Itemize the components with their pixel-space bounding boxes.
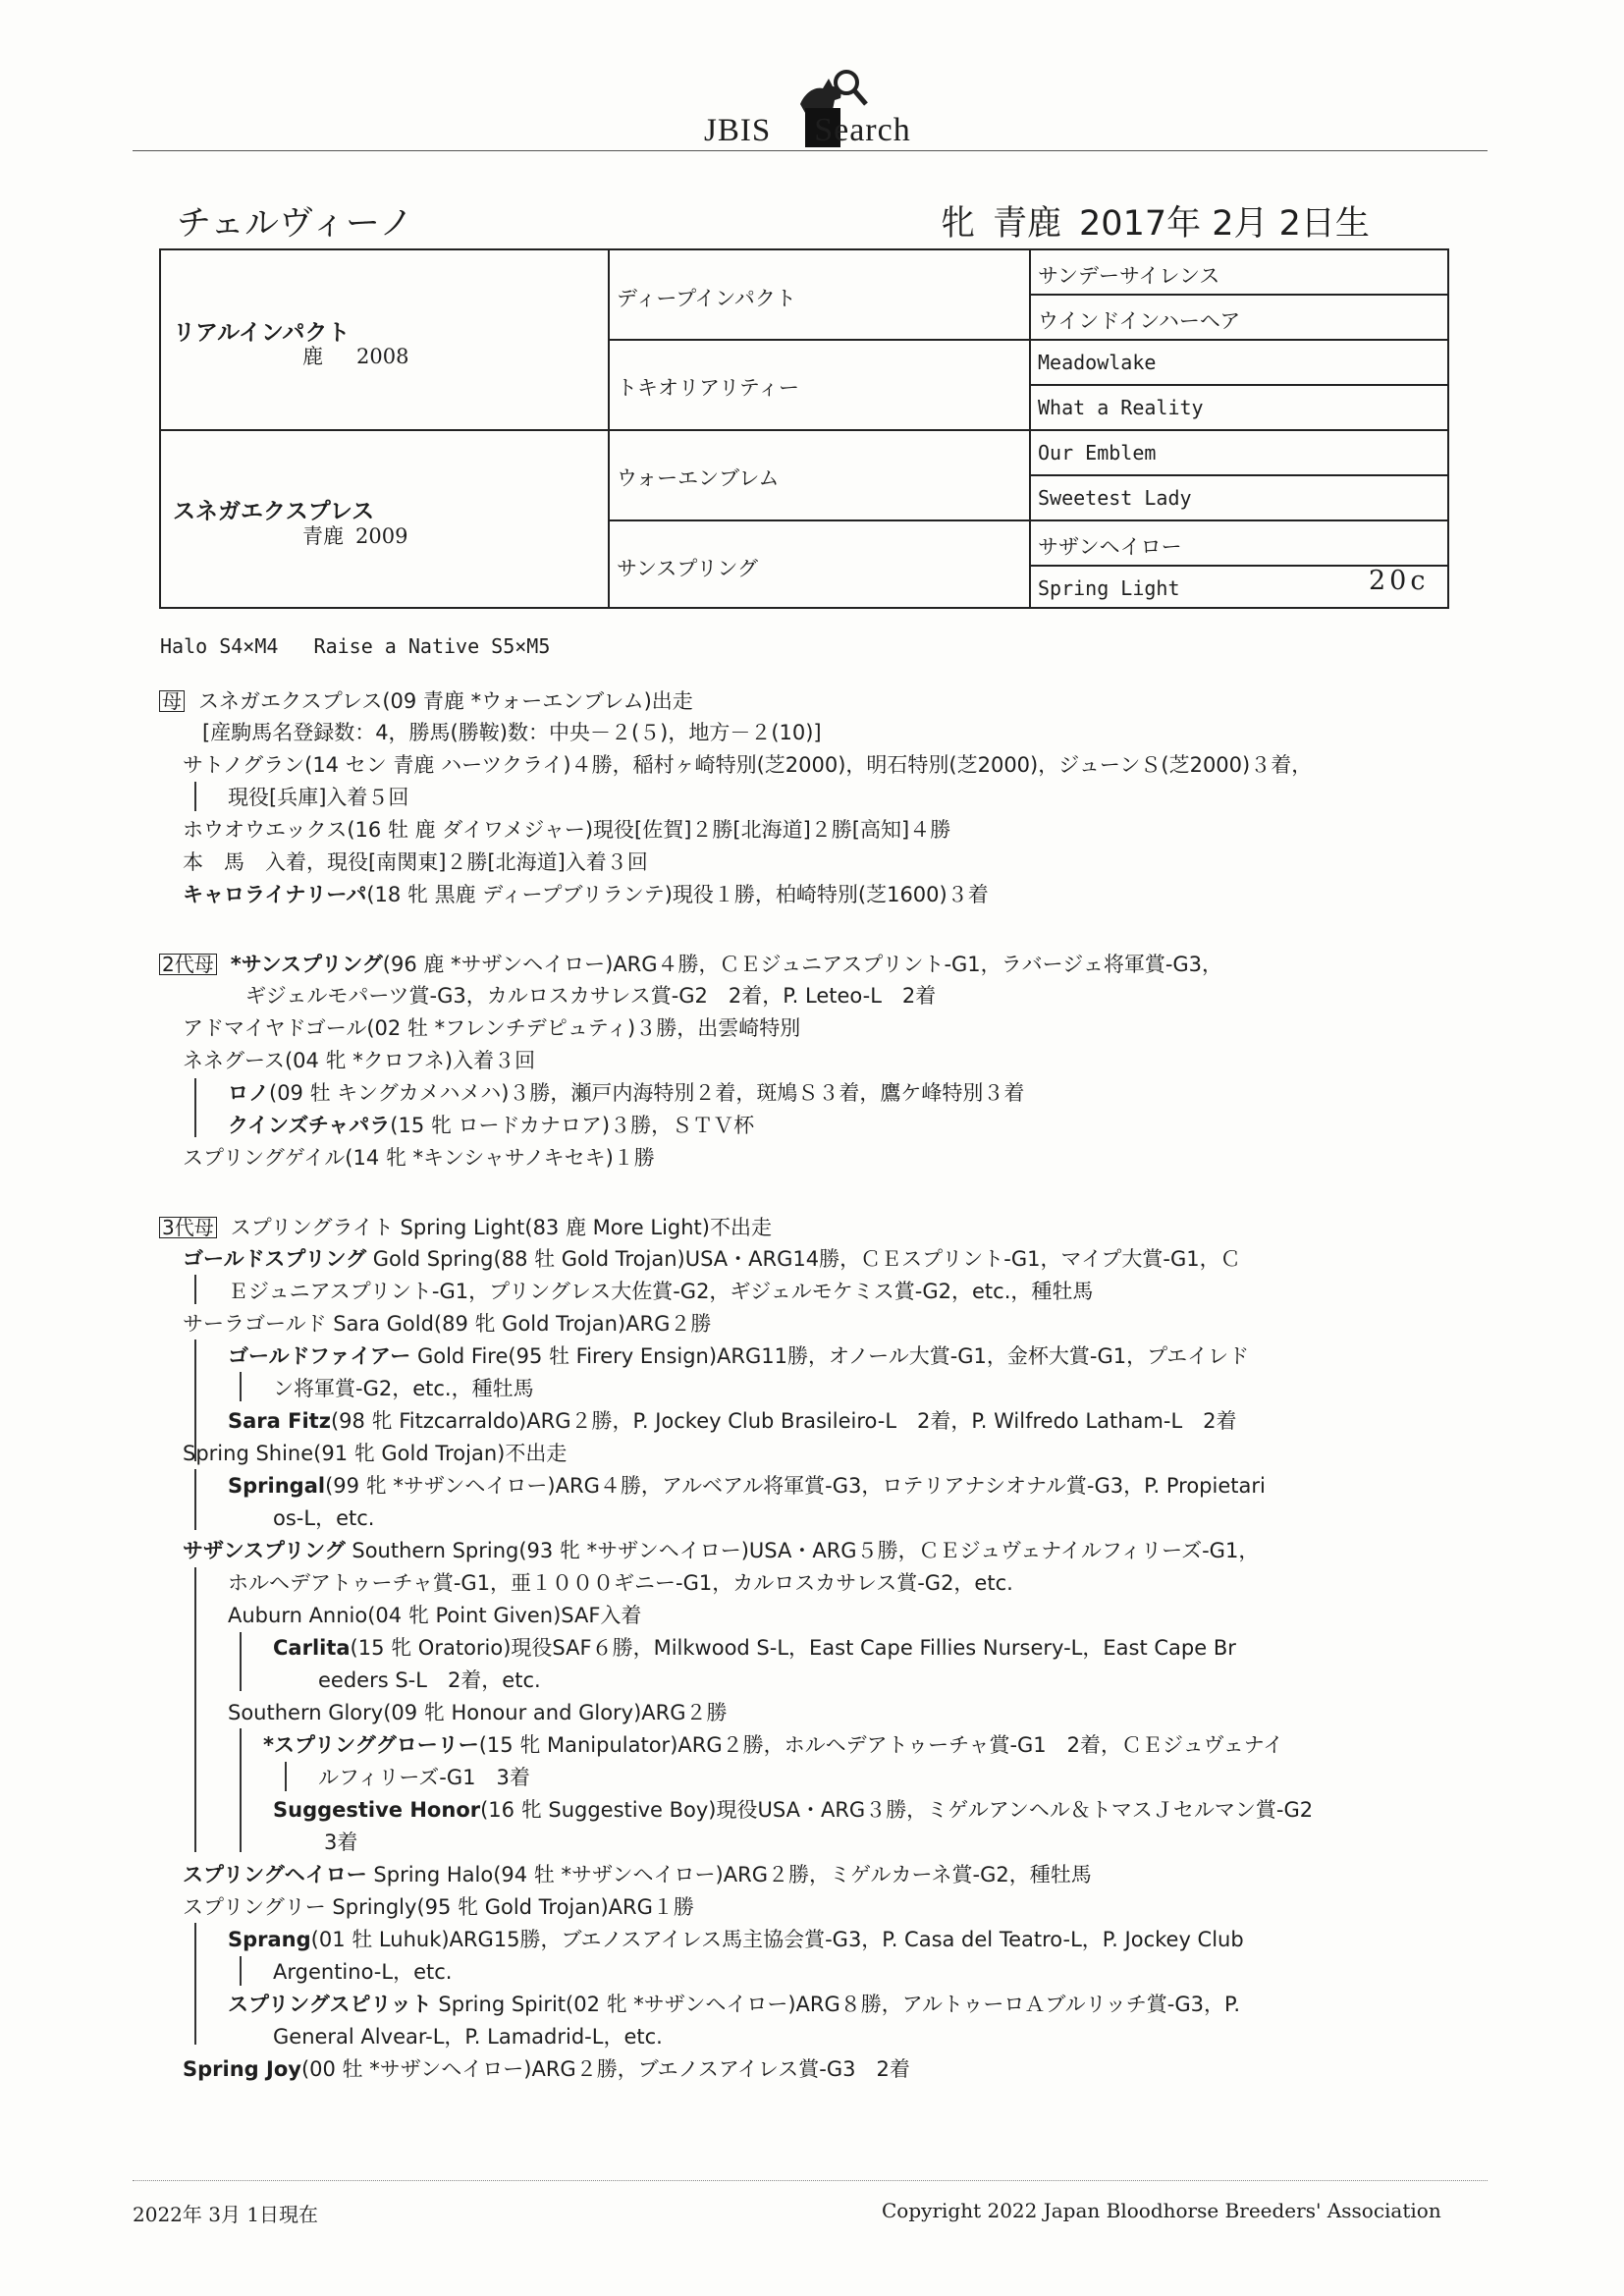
note-line: スプリングヘイロー Spring Halo(94 牡 *サザンヘイロー)ARG２勝，ミゲルカーネ賞-G2，種牡馬 bbox=[183, 1863, 1092, 1886]
note-line: 本 馬 入着，現役[南関東]２勝[北海道]入着３回 bbox=[183, 850, 648, 874]
header-rule bbox=[133, 150, 1488, 151]
family-number: 20c bbox=[1369, 566, 1430, 596]
copyright: Copyright 2022 Japan Bloodhorse Breeders' Association bbox=[882, 2199, 1441, 2222]
note-line: Sara Fitz(98 牝 Fitzcarraldo)ARG２勝，P. Jockey Club Brasileiro-L 2着，P. Wilfredo Latham-L 2着 bbox=[228, 1409, 1237, 1433]
note-line: ロノ(09 牡 キングカメハメハ)３勝，瀬戸内海特別２着，斑鳩Ｓ３着，鷹ケ峰特別３着 bbox=[228, 1081, 1025, 1105]
note-line: ネネグース(04 牝 *クロフネ)入着３回 bbox=[183, 1049, 536, 1072]
logo-left-text: JBIS bbox=[704, 113, 772, 148]
as-of-date: 2022年 3月 1日現在 bbox=[133, 2203, 319, 2226]
connector-bar bbox=[194, 1078, 196, 1137]
connector-bar bbox=[194, 1567, 196, 1852]
note-line: サトノグラン(14 セン 青鹿 ハーツクライ)４勝，稲村ヶ崎特別(芝2000)，明石特別(芝2000)，ジューンＳ(芝2000)３着， bbox=[183, 753, 1313, 777]
connector-bar bbox=[194, 1275, 196, 1304]
grandsire-3: ウォーエンブレム bbox=[617, 466, 780, 490]
note-line: Spring Joy(00 牡 *サザンヘイロー)ARG２勝，ブエノスアイレス賞-G3 2着 bbox=[183, 2057, 910, 2081]
note-line: ゴールドファイアー Gold Fire(95 牡 Firery Ensign)ARG11勝，オノール大賞-G1，金杯大賞-G1，プエイレド bbox=[228, 1344, 1250, 1368]
horse-birthdate: 2017年 2月 2日生 bbox=[1079, 204, 1370, 244]
note-line: [産駒馬名登録数：4，勝馬(勝鞍)数：中央－２(５)，地方－２(10)] bbox=[202, 721, 822, 744]
note-line: General Alvear-L，P. Lamadrid-L，etc. bbox=[273, 2025, 663, 2049]
grid-line bbox=[1029, 474, 1447, 476]
note-line: ホルヘデアトゥーチャ賞-G1，亜１０００ギニー-G1，カルロスカサレス賞-G2，etc. bbox=[228, 1571, 1013, 1595]
dam-name: スネガエクスプレス bbox=[173, 499, 375, 524]
grandsire-4: サンスプリング bbox=[617, 557, 759, 580]
gen3-section-line: 3代母 スプリングライト Spring Light(83 鹿 More Light)不出走 bbox=[159, 1217, 772, 1238]
great-grandparent-3: Meadowlake bbox=[1038, 351, 1157, 374]
note-line: サーラゴールド Sara Gold(89 牝 Gold Trojan)ARG２勝 bbox=[183, 1312, 712, 1336]
note-line: ン将軍賞-G2，etc.，種牡馬 bbox=[273, 1377, 534, 1400]
note-line: アドマイヤドゴール(02 牡 *フレンチデピュティ)３勝，出雲崎特別 bbox=[183, 1016, 801, 1040]
grandsire-2: トキオリアリティー bbox=[617, 376, 800, 400]
gen2-section-line: 2代母 *サンスプリング(96 鹿 *サザンヘイロー)ARG４勝，ＣＥジュニアスプリント-G1，ラバージェ将軍賞-G3， bbox=[159, 954, 1222, 975]
note-line: eeders S-L 2着，etc. bbox=[318, 1668, 541, 1692]
sire-color-year: 鹿 2008 bbox=[302, 345, 409, 368]
note-line: 3着 bbox=[324, 1831, 358, 1854]
grid-line bbox=[608, 339, 1447, 341]
note-line: Carlita(15 牝 Oratorio)現役SAF６勝，Milkwood S-L，East Cape Fillies Nursery-L，East Cape Br bbox=[273, 1636, 1236, 1660]
grid-line bbox=[608, 519, 1447, 521]
great-grandparent-1: サンデーサイレンス bbox=[1038, 264, 1220, 288]
note-line: スプリングリー Springly(95 牝 Gold Trojan)ARG１勝 bbox=[183, 1895, 694, 1919]
note-line: Southern Glory(09 牝 Honour and Glory)ARG２勝 bbox=[228, 1701, 728, 1724]
connector-bar bbox=[240, 1728, 242, 1852]
gen3-label: 3代母 bbox=[159, 1217, 217, 1238]
note-line: Spring Shine(91 牝 Gold Trojan)不出走 bbox=[183, 1442, 568, 1465]
note-line: ゴールドスプリング Gold Spring(88 牡 Gold Trojan)USA・ARG14勝，ＣＥスプリント-G1，マイプ大賞-G1，Ｃ bbox=[183, 1247, 1241, 1271]
footer-rule bbox=[133, 2180, 1488, 2181]
dam-label: 母 bbox=[159, 690, 185, 712]
great-grandparent-8: Spring Light bbox=[1038, 576, 1180, 600]
jbis-logo bbox=[704, 112, 911, 149]
grid-line bbox=[1029, 294, 1447, 296]
note-line: キャロライナリーパ(18 牝 黒鹿 ディープブリランテ)現役１勝，柏崎特別(芝1600)３着 bbox=[183, 883, 989, 906]
grandsire-1: ディープインパクト bbox=[617, 287, 796, 310]
logo-right-text: Search bbox=[814, 112, 911, 148]
note-line: *スプリンググローリー(15 牝 Manipulator)ARG２勝，ホルヘデアトゥーチャ賞-G1 2着，ＣＥジュヴェナイ bbox=[263, 1733, 1284, 1757]
gen2-label: 2代母 bbox=[159, 954, 217, 975]
connector-bar bbox=[194, 1469, 196, 1530]
note-line: ホウオウエックス(16 牡 鹿 ダイワメジャー)現役[佐賀]２勝[北海道]２勝[高知]４勝 bbox=[183, 818, 951, 842]
note-line: Auburn Annio(04 牝 Point Given)SAF入着 bbox=[228, 1604, 642, 1627]
note-line: 現役[兵庫]入着５回 bbox=[228, 786, 409, 809]
dam-section-line: 母 スネガエクスプレス(09 青鹿 *ウォーエンブレム)出走 bbox=[159, 690, 693, 712]
note-line: Sprang(01 牡 Luhuk)ARG15勝，ブエノスアイレス馬主協会賞-G3，P. Casa del Teatro-L，P. Jockey Club bbox=[228, 1928, 1244, 1951]
note-line: Argentino-L，etc. bbox=[273, 1960, 453, 1984]
note-line: サザンスプリング Southern Spring(93 牝 *サザンヘイロー)USA・ARG５勝，ＣＥジュヴェナイルフィリーズ-G1， bbox=[183, 1539, 1260, 1562]
horse-name: チェルヴィーノ bbox=[177, 204, 414, 244]
note-line: スプリングスピリット Spring Spirit(02 牝 *サザンヘイロー)ARG８勝，アルトゥーロＡブルリッチ賞-G3，P. bbox=[228, 1993, 1241, 2016]
great-grandparent-6: Sweetest Lady bbox=[1038, 486, 1192, 510]
pedigree-table bbox=[159, 248, 1449, 609]
note-line: ルフィリーズ-G1 3着 bbox=[318, 1766, 530, 1789]
horse-sex: 牝 bbox=[941, 204, 976, 244]
note-line: クインズチャパラ(15 牝 ロードカナロア)３勝，ＳＴＶ杯 bbox=[228, 1114, 755, 1137]
connector-bar bbox=[194, 1923, 196, 2045]
connector-bar bbox=[240, 1956, 242, 1986]
inbreeding-line: Halo S4×M4 Raise a Native S5×M5 bbox=[160, 634, 551, 658]
connector-bar bbox=[240, 1632, 242, 1691]
horse-info bbox=[941, 196, 1387, 246]
connector-bar bbox=[285, 1762, 287, 1791]
great-grandparent-4: What a Reality bbox=[1038, 396, 1204, 419]
sire-name: リアルインパクト bbox=[173, 320, 351, 346]
note-line: Suggestive Honor(16 牝 Suggestive Boy)現役USA・ARG３勝，ミゲルアンヘル＆トマスＪセルマン賞-G2 bbox=[273, 1798, 1314, 1822]
note-line: os-L，etc. bbox=[273, 1506, 375, 1530]
great-grandparent-7: サザンヘイロー bbox=[1038, 535, 1182, 559]
note-line: Springal(99 牝 *サザンヘイロー)ARG４勝，アルベアル将軍賞-G3，ロテリアナシオナル賞-G3，P. Propietari bbox=[228, 1474, 1266, 1498]
note-line: ギジェルモパーツ賞-G3，カルロスカサレス賞-G2 2着，P. Leteo-L 2着 bbox=[245, 984, 937, 1008]
horse-color: 青鹿 bbox=[993, 204, 1062, 244]
connector-bar bbox=[240, 1372, 242, 1401]
dam-color-year: 青鹿 2009 bbox=[302, 524, 408, 548]
great-grandparent-5: Our Emblem bbox=[1038, 441, 1157, 465]
great-grandparent-2: ウインドインハーヘア bbox=[1038, 309, 1241, 333]
connector-bar bbox=[194, 782, 196, 811]
note-line: Ｅジュニアスプリント-G1，プリングレス大佐賞-G2，ギジェルモケミス賞-G2，etc.，種牡馬 bbox=[228, 1280, 1094, 1303]
note-line: スプリングゲイル(14 牝 *キンシャサノキセキ)１勝 bbox=[183, 1146, 655, 1170]
grid-line bbox=[161, 429, 1447, 431]
grid-line bbox=[1029, 384, 1447, 386]
